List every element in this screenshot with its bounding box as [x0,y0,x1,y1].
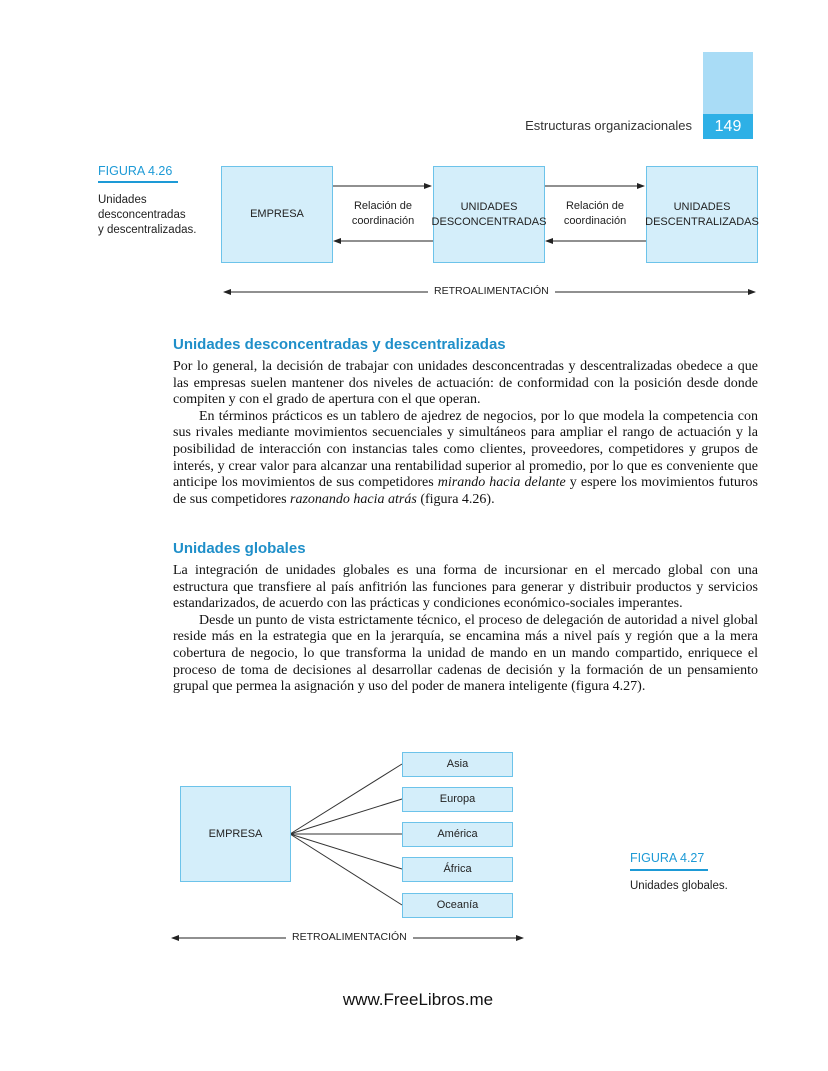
box-region-europa: Europa [402,787,513,812]
box-region-asia: Asia [402,752,513,777]
figure-426-label: FIGURA 4.26 [98,164,173,178]
paragraph-text: En términos prácticos es un tablero de ajedrez de negocios, por lo que modela la competencia con sus rivales mediante movimientos secuenciales y simultáneos para ampliar el rango de actuación y la posibilidad de interacción con instancias tales como clientes, proveedores, competidores y grupos de interés, y crear valor para alcanzar una rentabilidad superior al promedio, por lo que es conveniente que anticipe los movimientos de sus competidores [173,408,758,491]
relation-line: coordinación [563,215,627,227]
box-region-africa: África [402,857,513,882]
relation-label-2 [546,199,644,229]
figure-427-caption: Unidades globales. [630,880,728,892]
paragraph-text: La integración de unidades globales es una forma de incursionar en el mercado global con una estructura que transfiere al país anfitrión las funciones para generar y distribuir productos y servicios estandarizados, de acuerdo con las prácticas y condiciones económico-sociales imperantes. [173,563,758,612]
caption-line: y descentralizadas. [98,224,197,236]
caption-line: desconcentradas [98,209,186,221]
paragraph [173,563,758,696]
emphasis: razonando hacia atrás [290,491,417,507]
paragraph-text: Desde un punto de vista estrictamente técnico, el proceso de delegación de autoridad a nivel global reside más en la estrategia que en la jerarquía, se encamina más a nivel país y región que a la mera cobertura de negocio, lo que transforma la unidad de mando en un mando compartido, enriquece el proceso de toma de decisiones al desarrollar cadenas de decisión y la formación de un pensamiento grupal que permea la asignación y uso del poder de manera inteligente (figura 4.27). [173,612,758,695]
feedback-label: RETROALIMENTACIÓN [428,285,555,297]
relation-line: coordinación [351,215,415,227]
paragraph-text: (figura 4.26). [416,491,495,507]
relation-line: Relación de [353,200,413,212]
caption-line: Unidades [98,194,147,206]
page-number: 149 [703,114,753,139]
paragraph-text: y espere los movimientos futuros de sus competidores [173,475,758,507]
branch-lines [290,764,402,905]
emphasis: mirando hacia delante [437,475,566,491]
section-heading: Unidades globales [173,540,306,557]
box-unidades-desconcentradas: UNIDADES DESCONCENTRADAS [433,166,545,263]
box-empresa: EMPRESA [221,166,333,263]
box-region-oceania: Oceanía [402,893,513,918]
figure-426-caption [98,193,196,238]
paragraph-text: Por lo general, la decisión de trabajar con unidades desconcentradas y descentralizadas obedece a que las empresas suelen mantener dos niveles de actuación: de conformidad con la posición desde donde compiten y con el grado de apertura con el que operan. [173,359,758,408]
paragraph [173,359,758,508]
running-title: Estructuras organizacionales [525,118,692,133]
section-heading: Unidades desconcentradas y descentralizadas [173,336,506,353]
footer-url[interactable]: www.FreeLibros.me [342,990,494,1009]
figure-426-rule [98,181,178,183]
box-region-america: América [402,822,513,847]
figure-427-label: FIGURA 4.27 [630,851,705,865]
figure-427-rule [630,869,708,871]
relation-label-1 [334,199,432,229]
box-unidades-descentralizadas: UNIDADES DESCENTRALIZADAS [646,166,758,263]
feedback-label-2: RETROALIMENTACIÓN [286,931,413,943]
relation-line: Relación de [565,200,625,212]
chapter-tab [703,52,753,114]
box-empresa-global: EMPRESA [180,786,291,882]
